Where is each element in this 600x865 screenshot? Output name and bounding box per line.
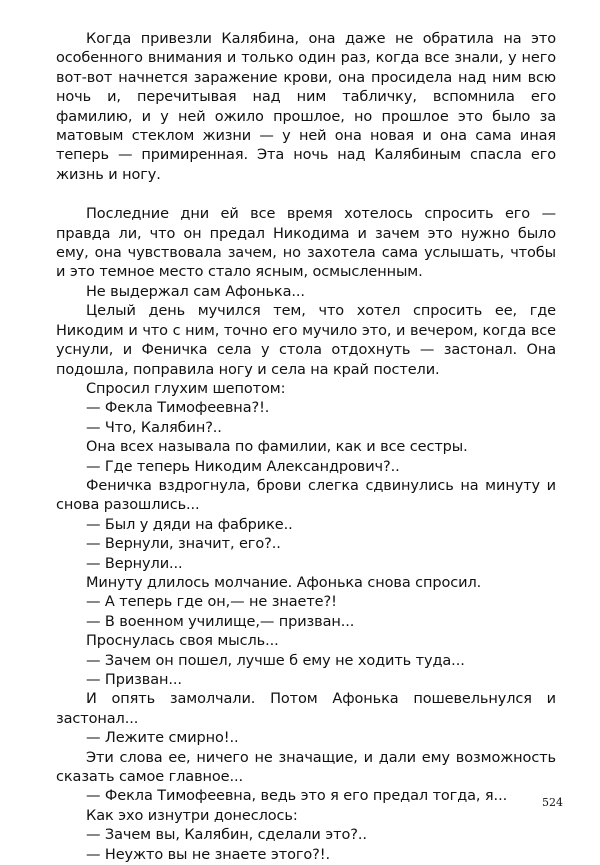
dialogue-line: — Зачем он пошел, лучше б ему не ходить туда... bbox=[86, 652, 465, 669]
paragraph: Как эхо изнутри донеслось: bbox=[86, 807, 298, 824]
paragraph: Проснулась своя мысль... bbox=[86, 633, 279, 650]
paragraph: Когда привезли Калябина, она даже не обратила на это особенного внимания и только один раз, когда все знали, у него вот-вот начнется заражение крови, она просидела над ним всю ночь и, перечитывая над ним табличку, вспомнила его фамилию, и у ней ожило прошлое, но прошлое это было за матовым стеклом жизни — у ней она новая и она сама иная теперь — примиренная. Эта ночь над Калябиным спасла его жизнь и ногу. bbox=[56, 31, 556, 183]
paragraph: И опять замолчали. Потом Афонька пошевельнулся и застонал... bbox=[56, 691, 556, 727]
page-body bbox=[56, 30, 556, 865]
dialogue-line: — Что, Калябин?.. bbox=[86, 419, 222, 436]
dialogue-line: — Был у дяди на фабрике.. bbox=[86, 516, 293, 533]
dialogue-line: — Вернули... bbox=[86, 555, 183, 572]
paragraph: Она всех называла по фамилии, как и все сестры. bbox=[86, 439, 468, 456]
paragraph: Спросил глухим шепотом: bbox=[86, 380, 286, 397]
paragraph: Целый день мучился тем, что хотел спросить ее, где Никодим и что с ним, точно его мучило это, и вечером, когда все уснули, и Феничка села у стола отдохнуть — застонал. Она подошла, поправила ногу и села на край постели. bbox=[56, 303, 556, 378]
dialogue-line: — Вернули, значит, его?.. bbox=[86, 536, 281, 553]
paragraph: Эти слова ее, ничего не значащие, и дали ему возможность сказать самое главное... bbox=[56, 749, 556, 786]
paragraph-gap bbox=[56, 185, 556, 205]
dialogue-line: — Зачем вы, Калябин, сделали это?.. bbox=[86, 827, 367, 844]
dialogue-line: — Неужто вы не знаете этого?!. bbox=[86, 846, 330, 863]
dialogue-line: — А теперь где он,— не знаете?! bbox=[86, 594, 337, 611]
dialogue-line: — Фекла Тимофеевна, ведь это я его предал тогда, я... bbox=[86, 788, 508, 805]
dialogue-line: — Фекла Тимофеевна?!. bbox=[86, 400, 270, 417]
dialogue-line: — Лежите смирно!.. bbox=[86, 730, 239, 747]
paragraph: Не выдержал сам Афонька... bbox=[86, 283, 305, 300]
dialogue-line: — В военном училище,— призван... bbox=[86, 613, 355, 630]
dialogue-line: — Где теперь Никодим Александрович?.. bbox=[86, 458, 400, 475]
paragraph: Феничка вздрогнула, брови слегка сдвинулись на минуту и снова разошлись... bbox=[56, 477, 556, 514]
paragraph: Последние дни ей все время хотелось спросить его — правда ли, что он предал Никодима и зачем это нужно было ему, она чувствовала зачем, но захотела сама услышать, чтобы и это темное место стало ясным, осмысленным. bbox=[56, 206, 556, 281]
dialogue-line: — Призван... bbox=[86, 672, 182, 688]
paragraph: Минуту длилось молчание. Афонька снова спросил. bbox=[86, 574, 482, 591]
page-number: 524 bbox=[542, 796, 563, 809]
